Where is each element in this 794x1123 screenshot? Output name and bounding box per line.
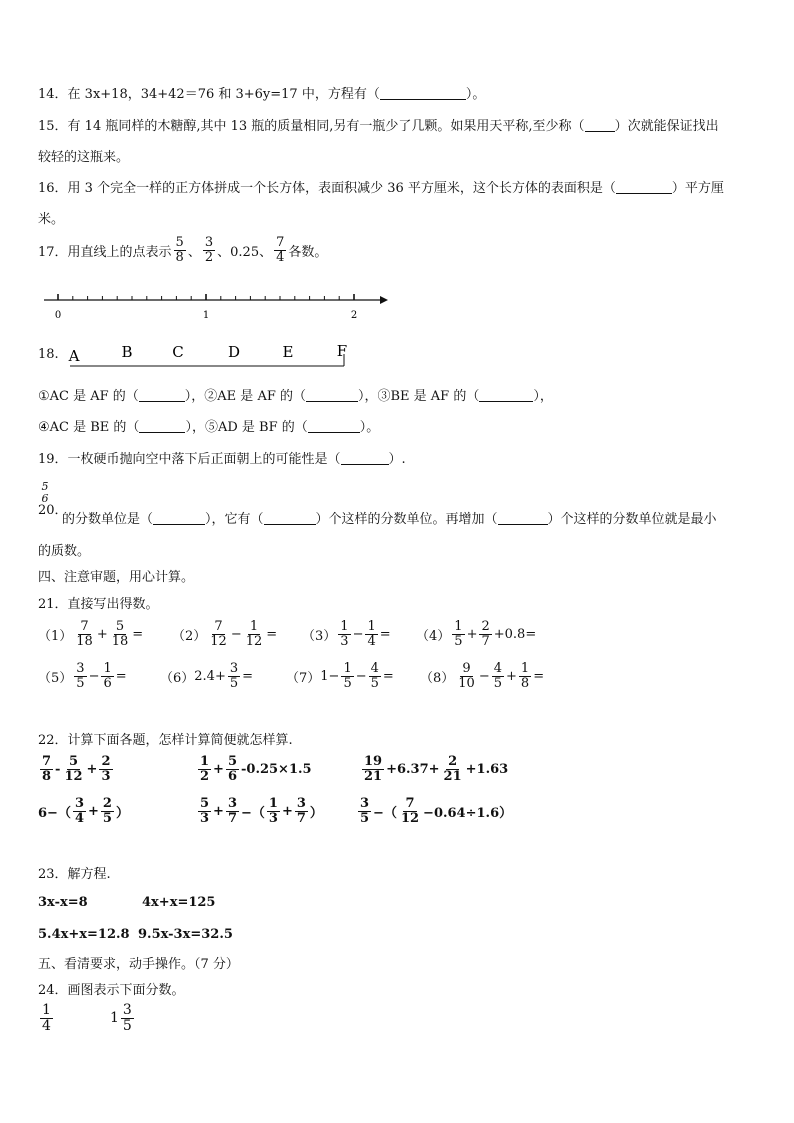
mixed-number: 1 $\frac{3}{5}$: [110, 1002, 132, 1034]
question-18-number: 18.: [38, 347, 59, 362]
fraction: $\frac{1}{3}$: [340, 619, 349, 649]
expression-text: +0.8=: [493, 626, 537, 642]
fraction: $\frac{3}{2}$: [204, 235, 214, 265]
question-18-line1: ①AC 是 AF 的（ ），②AE 是 AF 的（ ），③BE 是 AF 的（ ），: [38, 389, 553, 404]
fraction: $\frac{3}{4}$: [74, 796, 84, 826]
segment-diagram: [66, 340, 356, 370]
fraction: $\frac{1}{4}$: [42, 1002, 51, 1034]
fraction: $\frac{5}{3}$: [200, 796, 210, 826]
answer-blank[interactable]: [139, 388, 185, 402]
calc-item: [160, 662, 253, 690]
item-label: （1）: [38, 628, 73, 644]
fraction: $\frac{5}{18}$: [111, 619, 129, 649]
question-20: 20． 5 6: [38, 480, 68, 519]
question-14: 14．在 3x+18，34+42＝76 和 3+6y=17 中，方程有（ ）。: [38, 87, 486, 102]
question-20-line2: 的质数。: [38, 544, 91, 559]
expression-text: +6.37+: [386, 761, 440, 777]
calc-item: [302, 620, 391, 648]
point-label: B: [121, 343, 133, 361]
fraction: $\frac{19}{21}$: [364, 754, 383, 784]
simplify-item: [360, 755, 508, 783]
question-20-line1: 的分数单位是（ ），它有（ ）个这样的分数单位。再增加（ ）个这样的分数单位就是最小: [62, 512, 717, 527]
expression-text: +1.63: [465, 761, 509, 777]
axis-ticks: [58, 294, 354, 300]
section-title: 四、注意审题，用心计算。: [38, 570, 195, 585]
equation: 4x+x=125: [142, 895, 216, 910]
expression-text: +: [88, 803, 99, 819]
question-23-title: 23．解方程.: [38, 867, 111, 882]
question-24-title: 24．画图表示下面分数。: [38, 983, 185, 998]
point-label: D: [227, 343, 241, 361]
fraction: $\frac{1}{2}$: [200, 754, 210, 784]
expression-text: +: [466, 626, 478, 642]
calc-item: [286, 662, 394, 690]
fraction: $\frac{3}{7}$: [296, 796, 306, 826]
answer-blank[interactable]: [498, 511, 548, 525]
point-label: E: [282, 343, 294, 361]
answer-blank[interactable]: [616, 180, 672, 194]
axis-label-2: 2: [350, 310, 358, 321]
calc-item: [38, 662, 127, 690]
fraction: $\frac{1}{5}$: [454, 619, 463, 649]
answer-blank[interactable]: [380, 86, 466, 100]
expression-text: =: [266, 626, 278, 642]
expression-text: −: [230, 626, 242, 642]
fraction: $\frac{3}{5}$: [229, 661, 239, 691]
item-label: （5）: [38, 670, 73, 686]
expression-text: -0.25×1.5: [241, 761, 312, 777]
expression-text: +: [96, 626, 108, 642]
fraction: $\frac{1}{12}$: [245, 619, 263, 649]
question-22-title: 22．计算下面各题，怎样计算简便就怎样算.: [38, 733, 293, 748]
item-label: （4）: [416, 628, 451, 644]
answer-blank[interactable]: [308, 419, 360, 433]
expression-text: =: [132, 626, 144, 642]
expression-text: ）: [309, 805, 323, 821]
expression-text: =: [115, 668, 127, 684]
fraction: 5 6: [41, 480, 49, 505]
fraction: $\frac{7}{12}$: [400, 796, 420, 826]
axis-label-1: 1: [202, 310, 210, 321]
answer-blank[interactable]: [139, 419, 185, 433]
point-label: A: [68, 347, 80, 365]
simplify-item: [356, 797, 512, 825]
expression-text: −0.64÷1.6）: [423, 805, 513, 821]
simplify-item: [196, 797, 323, 825]
expression-text: ）: [115, 805, 129, 821]
item-label: （8）: [420, 670, 455, 686]
answer-blank[interactable]: [585, 118, 615, 132]
section-title: 五、看清要求，动手操作。（7 分）: [38, 957, 239, 972]
answer-blank[interactable]: [153, 511, 205, 525]
calc-item: [172, 620, 277, 648]
number-line: [40, 288, 390, 322]
arrow-icon: [380, 296, 388, 304]
question-18-line2: ④AC 是 BE 的（ ），⑤AD 是 BF 的（ ）。: [38, 420, 380, 435]
fraction: $\frac{3}{5}$: [76, 661, 85, 691]
fraction: $\frac{2}{3}$: [101, 754, 111, 784]
fraction: $\frac{3}{7}$: [227, 796, 237, 826]
fraction: $\frac{5}{8}$: [175, 235, 184, 265]
question-21-title: 21．直接写出得数。: [38, 597, 159, 612]
question-15: 15．有 14 瓶同样的木糖醇,其中 13 瓶的质量相同,另有一瓶少了几颗。如果用天平称,至少称（ ）次就能保证找出: [38, 119, 719, 134]
point-label: F: [336, 342, 348, 360]
fraction: $\frac{7}{12}$: [210, 619, 227, 649]
question-16: 16．用 3 个完全一样的正方体拼成一个长方体，表面积减少 36 平方厘米，这个长方体的表面积是（ ）平方厘: [38, 181, 724, 196]
simplify-item: [196, 755, 312, 783]
expression-text: +: [281, 803, 293, 819]
expression-text: =: [242, 668, 254, 684]
fraction: $\frac{1}{3}$: [268, 796, 278, 826]
fraction: $\frac{9}{10}$: [458, 661, 475, 691]
simplify-item: [38, 797, 129, 825]
fraction: $\frac{2}{21}$: [443, 754, 462, 784]
item-label: （3）: [302, 628, 337, 644]
fraction: $\frac{3}{5}$: [360, 796, 370, 826]
question-17: 17．用直线上的点表示 $\frac{5}{8}$ 、 $\frac{3}{2}$ 、 0.25、 $\frac{7}{4}$ 各数。: [38, 235, 328, 265]
question-19: 19．一枚硬币抛向空中落下后正面朝上的可能性是（ ）.: [38, 452, 406, 467]
calc-item: [420, 662, 544, 690]
fraction: $\frac{1}{5}$: [343, 661, 352, 691]
question-15-line2: 较轻的这瓶来。: [38, 150, 130, 165]
expression-text: −: [352, 626, 364, 642]
expression-text: 6−（: [38, 805, 71, 821]
axis-label-0: 0: [54, 310, 62, 321]
expression-text: −: [88, 668, 100, 684]
calc-item: [38, 620, 143, 648]
fraction: $\frac{5}{12}$: [64, 754, 83, 784]
expression-text: +: [213, 803, 224, 819]
point-label: C: [172, 343, 184, 361]
fraction: $\frac{1}{4}$: [367, 619, 376, 649]
expression-text: =: [382, 668, 394, 684]
answer-blank[interactable]: [479, 388, 533, 402]
expression-text: 1−: [320, 668, 340, 684]
equation: 9.5x-3x=32.5: [138, 927, 233, 942]
answer-blank[interactable]: [264, 511, 316, 525]
equation: 5.4x+x=12.8: [38, 927, 130, 942]
expression-text: +: [86, 761, 98, 777]
fraction: $\frac{1}{6}$: [103, 661, 112, 691]
fraction: $\frac{4}{5}$: [370, 661, 379, 691]
answer-blank[interactable]: [306, 388, 358, 402]
item-label: （2）: [172, 628, 207, 644]
fraction: $\frac{4}{5}$: [493, 661, 503, 691]
expression-text: -: [55, 761, 61, 777]
fraction: $\frac{5}{6}$: [227, 754, 237, 784]
equation: 3x-x=8: [38, 895, 88, 910]
expression-text: =: [379, 626, 391, 642]
expression-text: +: [506, 668, 517, 684]
expression-text: =: [533, 668, 545, 684]
expression-text: 2.4+: [194, 668, 226, 684]
expression-text: −: [478, 668, 490, 684]
expression-text: −（: [241, 805, 265, 821]
fraction: $\frac{2}{7}$: [481, 619, 490, 649]
fraction: $\frac{1}{8}$: [520, 661, 530, 691]
fraction: $\frac{7}{8}$: [42, 754, 52, 784]
expression-text: −（: [373, 805, 397, 821]
answer-blank[interactable]: [341, 451, 389, 465]
expression-text: −: [355, 668, 367, 684]
fraction: $\frac{2}{5}$: [102, 796, 112, 826]
item-label: （6）: [160, 670, 195, 686]
fraction: $\frac{7}{4}$: [276, 235, 285, 265]
simplify-item: [38, 755, 115, 783]
item-label: （7）: [286, 670, 321, 686]
calc-item: [416, 620, 536, 648]
question-16-line2: 米。: [38, 212, 65, 227]
fraction: $\frac{7}{18}$: [76, 619, 93, 649]
expression-text: +: [213, 761, 224, 777]
